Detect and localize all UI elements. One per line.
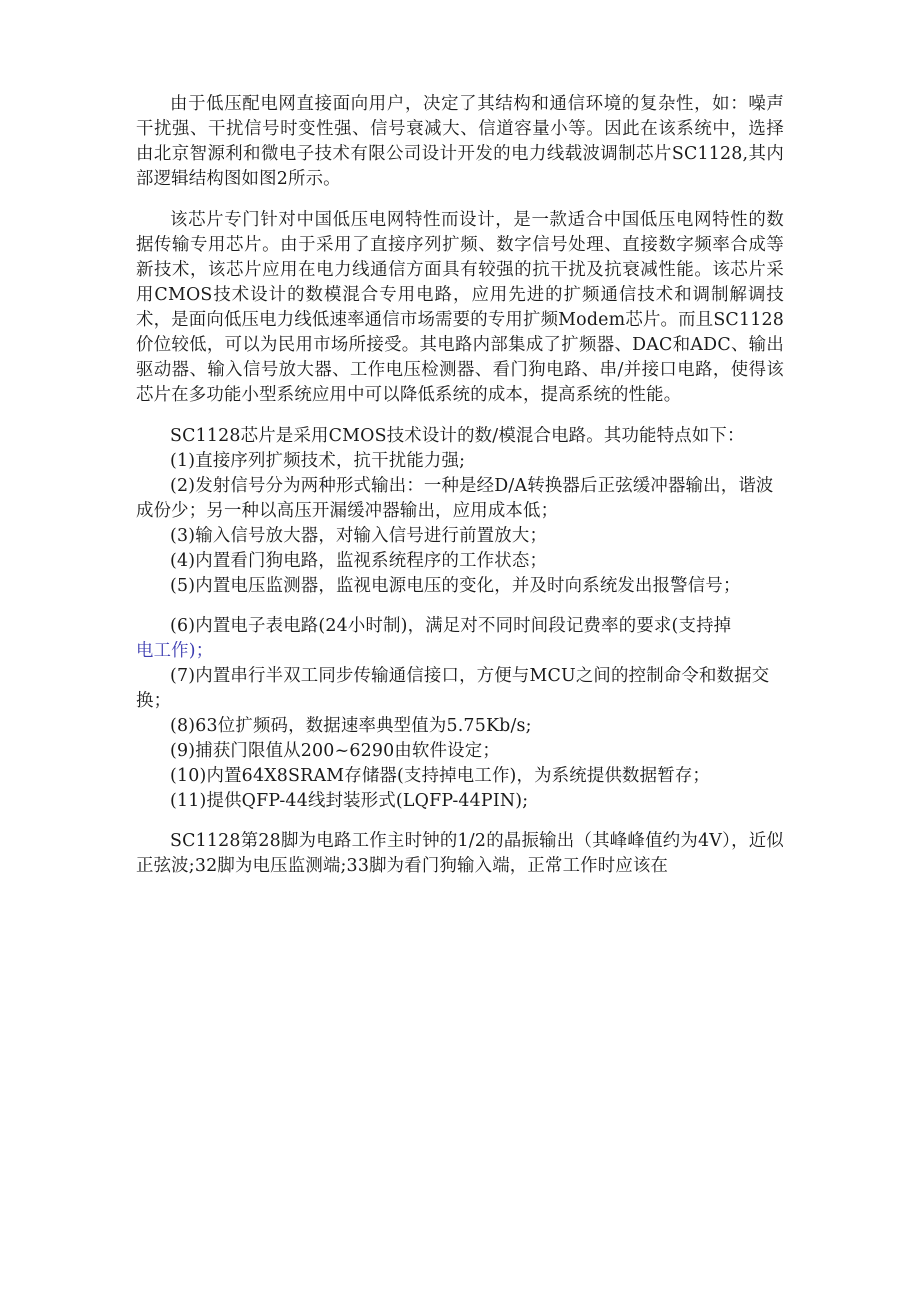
feature-item-7: (7)内置串行半双工同步传输通信接口，方便与MCU之间的控制命令和数据交换； — [136, 666, 770, 711]
paragraph-intro: 由于低压配电网直接面向用户，决定了其结构和通信环境的复杂性，如：噪声干扰强、干扰信号时变性强、信号衰减大、信道容量小等。因此在该系统中，选择由北京智源利和微电子技术有限公司设计开发的电力线载波调制芯片SC1128,其内部逻辑结构图如图2所示。 — [136, 94, 784, 189]
feature-item-4: (4)内置看门狗电路，监视系统程序的工作状态； — [170, 551, 548, 571]
feature-item-1: (1)直接序列扩频技术，抗干扰能力强; — [170, 451, 466, 471]
feature-item-5: (5)内置电压监测器，监视电源电压的变化，并及时向系统发出报警信号； — [170, 576, 741, 596]
feature-item-9: (9)捕获门限值从200~6290由软件设定； — [170, 741, 500, 761]
feature-item-3: (3)输入信号放大器，对输入信号进行前置放大； — [170, 526, 548, 546]
feature-item-6-line1: (6)内置电子表电路(24小时制)，满足对不同时间段记费率的要求(支持掉 — [170, 616, 732, 636]
feature-item-10: (10)内置64X8SRAM存储器(支持掉电工作)，为系统提供数据暂存； — [170, 766, 711, 786]
feature-item-6 — [136, 614, 784, 664]
document-page — [136, 92, 784, 879]
feature-item-6-link[interactable]: 电工作)； — [136, 641, 214, 661]
feature-item-11: (11)提供QFP-44线封装形式(LQFP-44PIN); — [170, 791, 529, 811]
feature-item-8: (8)63位扩频码，数据速率典型值为5.75Kb/s; — [170, 716, 532, 736]
feature-item-2: (2)发射信号分为两种形式输出：一种是经D/A转换器后正弦缓冲器输出，谐波成份少；另一种以高压开漏缓冲器输出，应用成本低； — [136, 476, 774, 521]
paragraph-features-intro: SC1128芯片是采用CMOS技术设计的数/模混合电路。其功能特点如下： — [170, 426, 745, 446]
paragraph-pin-description: SC1128第28脚为电路工作主时钟的1/2的晶振输出（其峰峰值约为4V），近似正弦波;32脚为电压监测端;33脚为看门狗输入端，正常工作时应该在 — [136, 831, 784, 876]
paragraph-chip-description: 该芯片专门针对中国低压电网特性而设计，是一款适合中国低压电网特性的数据传输专用芯片。由于采用了直接序列扩频、数字信号处理、直接数字频率合成等新技术，该芯片应用在电力线通信方面具有较强的抗干扰及抗衰减性能。该芯片采用CMOS技术设计的数模混合专用电路，应用先进的扩频通信技术和调制解调技术，是面向低压电力线低速率通信市场需要的专用扩频Modem芯片。而且SC1128价位较低，可以为民用市场所接受。其电路内部集成了扩频器、DAC和ADC、输出驱动器、输入信号放大器、工作电压检测器、看门狗电路、串/并接口电路，使得该芯片在多功能小型系统应用中可以降低系统的成本，提高系统的性能。 — [136, 210, 785, 405]
